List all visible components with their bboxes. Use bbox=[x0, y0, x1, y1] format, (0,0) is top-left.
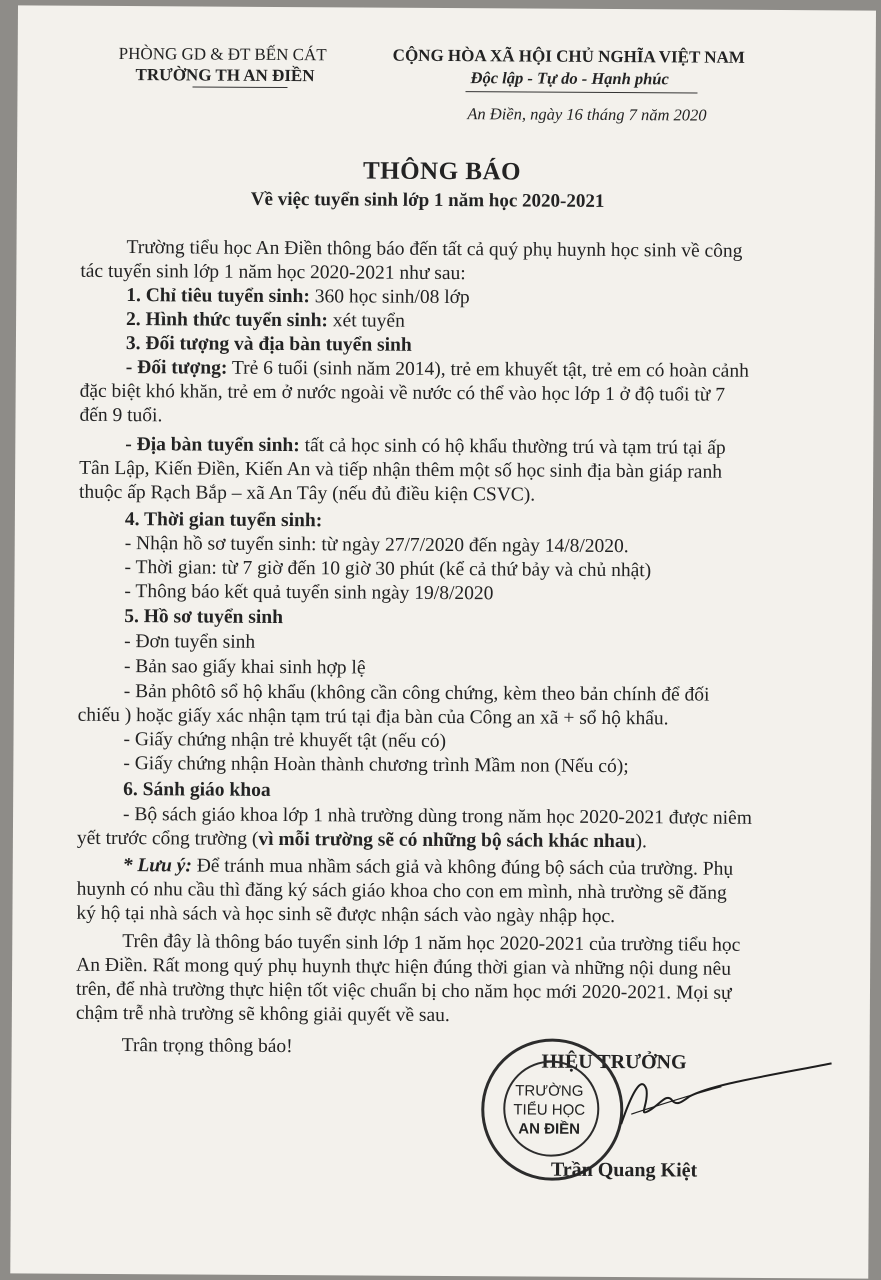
section-3b-line-3: thuộc ấp Rạch Bắp – xã An Tây (nếu đủ điều kiện CSVC). bbox=[78, 481, 536, 506]
note-label: * Lưu ý: bbox=[122, 855, 192, 877]
section-3a-line-3: đến 9 tuổi. bbox=[79, 404, 163, 427]
section-4-item-3: - Thông báo kết quả tuyển sinh ngày 19/8/2020 bbox=[124, 581, 494, 605]
note-text-1: Để tránh mua nhầm sách giả và không đúng bộ sách của trường. Phụ bbox=[191, 855, 734, 880]
section-6-line-2-bold: vì mỗi trường sẽ có những bộ sách khác nhau bbox=[258, 828, 636, 853]
section-5-item-3-line-2: chiếu ) hoặc giấy xác nhận tạm trú tại địa bàn của Công an xã + sổ hộ khẩu. bbox=[77, 704, 669, 730]
section-4-item-2: - Thời gian: từ 7 giờ đến 10 giờ 30 phút (kể cả thứ bảy và chủ nhật) bbox=[124, 557, 652, 582]
page-subtitle: Về việc tuyển sinh lớp 1 năm học 2020-2021 bbox=[250, 188, 605, 212]
department-name: PHÒNG GD & ĐT BẾN CÁT bbox=[118, 43, 327, 65]
section-5-item-3-line-1: - Bản phôtô sổ hộ khẩu (không cần công chứng, kèm theo bản chính để đối bbox=[123, 681, 710, 706]
closing-line-4: chậm trễ nhà trường sẽ không giải quyết về sau. bbox=[75, 1002, 450, 1027]
section-3-heading: 3. Đối tượng và địa bàn tuyển sinh bbox=[125, 333, 412, 356]
section-5-item-4: - Giấy chứng nhận trẻ khuyết tật (nếu có) bbox=[123, 729, 447, 753]
section-5-heading: 5. Hồ sơ tuyển sinh bbox=[124, 606, 284, 629]
section-2-text: xét tuyển bbox=[327, 310, 405, 332]
national-motto: Độc lập - Tự do - Hạnh phúc bbox=[470, 68, 669, 89]
intro-line-1: Trường tiểu học An Điền thông báo đến tất cả quý phụ huynh học sinh về công bbox=[126, 237, 743, 262]
section-3b-label: - Địa bàn tuyển sinh: bbox=[125, 434, 300, 457]
document-page bbox=[10, 5, 876, 1278]
regards: Trân trọng thông báo! bbox=[121, 1035, 293, 1058]
closing-line-1: Trên đây là thông báo tuyển sinh lớp 1 năm học 2020-2021 của trường tiểu học bbox=[122, 931, 741, 956]
document-date: An Điền, ngày 16 tháng 7 năm 2020 bbox=[467, 104, 707, 125]
intro-line-2: tác tuyển sinh lớp 1 năm học 2020-2021 như sau: bbox=[80, 260, 466, 285]
section-3a-text-1: Trẻ 6 tuổi (sinh năm 2014), trẻ em khuyết tật, trẻ em có hoàn cảnh bbox=[227, 357, 749, 382]
handwritten-signature bbox=[601, 1054, 842, 1145]
closing-line-2: An Điền. Rất mong quý phụ huynh thực hiện đúng thời gian và những nội dung nêu bbox=[76, 954, 732, 980]
section-3a-label: - Đối tượng: bbox=[125, 357, 228, 379]
section-6-item-1-line-2 bbox=[77, 827, 647, 854]
section-3b-line-1 bbox=[125, 433, 726, 461]
section-1-label: 1. Chỉ tiêu tuyển sinh: bbox=[126, 285, 310, 308]
section-4-heading: 4. Thời gian tuyển sinh: bbox=[124, 509, 323, 532]
school-name: TRƯỜNG TH AN ĐIỀN bbox=[135, 65, 315, 86]
section-2 bbox=[126, 308, 405, 334]
section-6-item-1-line-1: - Bộ sách giáo khoa lớp 1 nhà trường dùng trong năm học 2020-2021 được niêm bbox=[123, 804, 752, 829]
section-3b-text-1: tất cả học sinh có hộ khẩu thường trú và tạm trú tại ấp bbox=[299, 435, 726, 459]
section-5-item-1: - Đơn tuyển sinh bbox=[124, 631, 256, 653]
section-5-item-5: - Giấy chứng nhận Hoàn thành chương trình Mầm non (Nếu có); bbox=[123, 753, 629, 778]
closing-line-3: trên, để nhà trường thực hiện tốt việc chuẩn bị cho năm học mới 2020-2021. Mọi sự bbox=[75, 978, 732, 1004]
section-6-line-2-post: ). bbox=[635, 831, 647, 853]
note-line-2: huynh có nhu cầu thì đăng ký sách giáo khoa cho con em mình, nhà trường sẽ đăng bbox=[76, 878, 727, 904]
signatory-name: Trần Quang Kiệt bbox=[550, 1158, 698, 1182]
signatory-role: HIỆU TRƯỞNG bbox=[541, 1050, 687, 1074]
stamp-text-line-3: AN ĐIỀN bbox=[518, 1120, 581, 1138]
note-line-3: ký hộ tại nhà sách và học sinh sẽ được nhận sách vào ngày nhập học. bbox=[76, 902, 616, 928]
section-6-line-2-pre: yết trước cổng trường ( bbox=[76, 827, 259, 850]
section-1-text: 360 học sinh/08 lớp bbox=[309, 286, 470, 309]
school-underline bbox=[193, 86, 288, 88]
section-1 bbox=[126, 284, 470, 310]
stamp-text-line-2: TIỂU HỌC bbox=[513, 1101, 586, 1119]
section-5-item-2: - Bản sao giấy khai sinh hợp lệ bbox=[123, 656, 366, 679]
stamp-text-line-1: TRƯỜNG bbox=[515, 1082, 584, 1100]
section-2-label: 2. Hình thức tuyển sinh: bbox=[126, 309, 329, 332]
republic-title: CỘNG HÒA XÃ HỘI CHỦ NGHĨA VIỆT NAM bbox=[392, 45, 745, 67]
section-3b-line-2: Tân Lập, Kiến Điền, Kiến An và tiếp nhận thêm một số học sinh địa bàn giáp ranh bbox=[79, 457, 723, 483]
section-6-heading: 6. Sánh giáo khoa bbox=[123, 779, 271, 801]
motto-underline bbox=[465, 91, 697, 93]
page-title: THÔNG BÁO bbox=[362, 157, 522, 186]
section-3a-line-2: đặc biệt khó khăn, trẻ em ở nước ngoài về nước có thể vào học lớp 1 ở độ tuổi từ 7 bbox=[79, 380, 726, 406]
note-line-1 bbox=[123, 854, 734, 882]
section-4-item-1: - Nhận hồ sơ tuyển sinh: từ ngày 27/7/2020 đến ngày 14/8/2020. bbox=[124, 533, 629, 558]
